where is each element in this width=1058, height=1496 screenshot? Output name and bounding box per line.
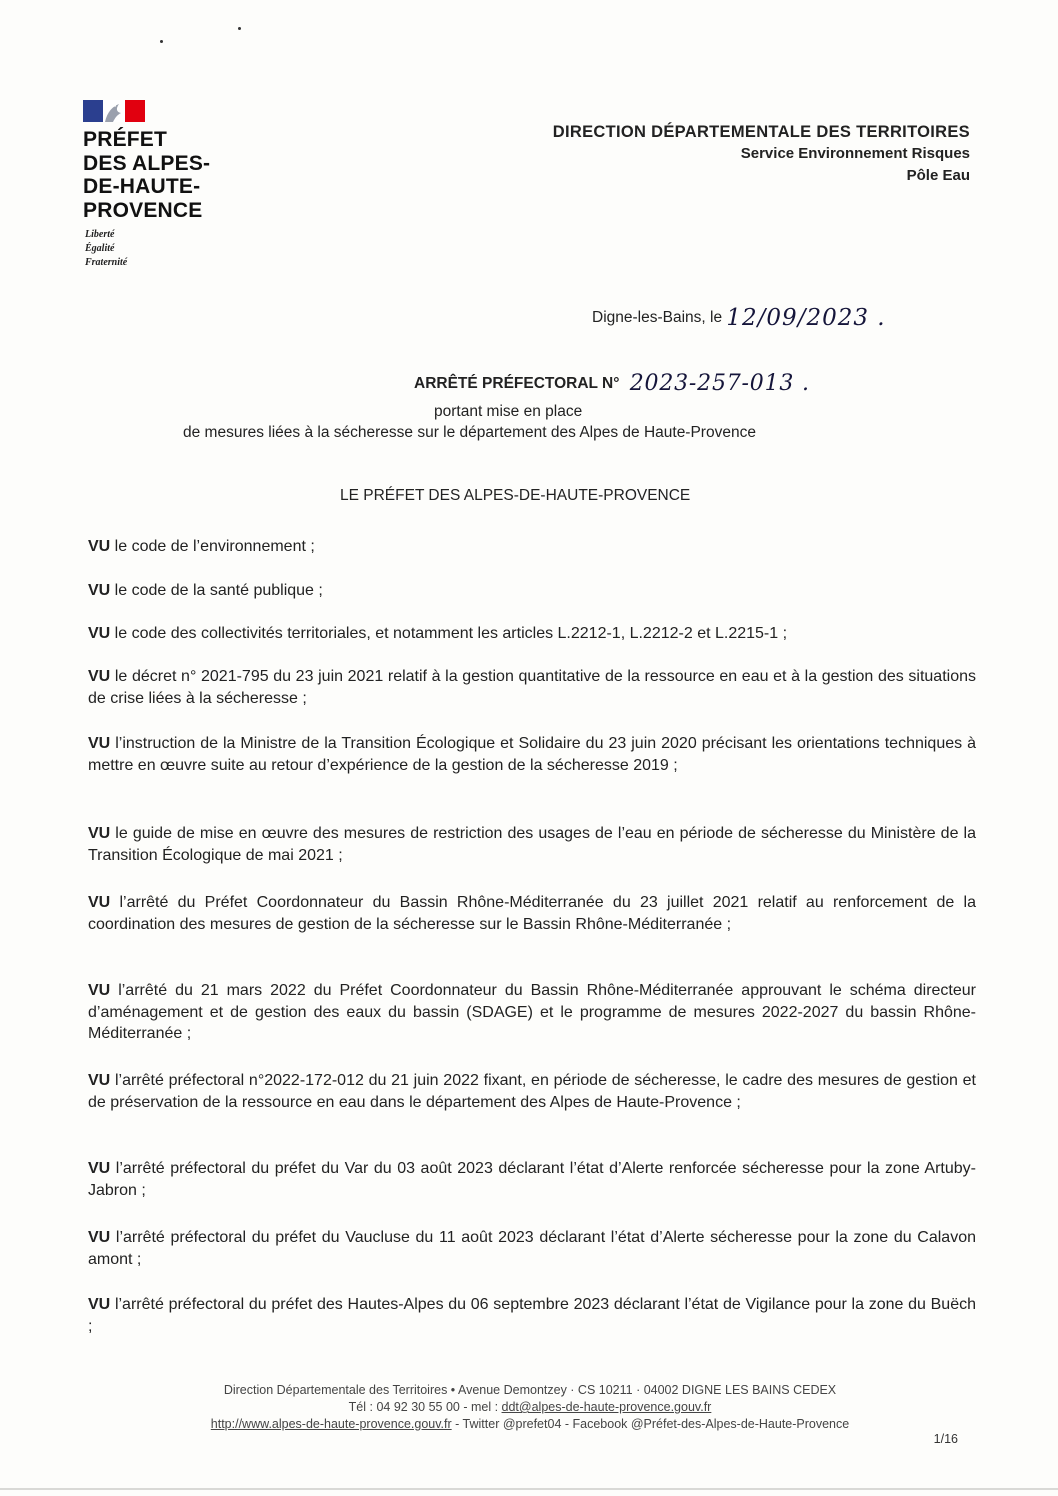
pole-name: Pôle Eau <box>906 167 970 184</box>
scan-speck <box>238 27 241 30</box>
place-label: Digne-les-Bains, le <box>592 309 723 326</box>
footer-website-link[interactable]: http://www.alpes-de-haute-provence.gouv.fr <box>210 1417 452 1431</box>
vu-paragraph: VU le décret n° 2021-795 du 23 juin 2021 relatif à la gestion quantitative de la ressource en eau et à la gestion des situations de crise liées à la sécheresse ; <box>88 668 976 707</box>
arrete-title <box>414 369 810 394</box>
handwritten-date: 12/09/2023 . <box>726 305 886 331</box>
footer-social: - Twitter @prefet04 - Facebook @Préfet-des-Alpes-de-Haute-Provence <box>455 1417 850 1431</box>
footer-web <box>130 1416 930 1433</box>
prefecture-logo-text: PRÉFET DES ALPES- DE-HAUTE- PROVENCE <box>83 128 211 222</box>
vu-paragraph: VU l’arrêté préfectoral du préfet du Vaucluse du 11 août 2023 déclarant l’état d’Alerte sécheresse pour la zone du Calavon amont ; <box>88 1229 976 1268</box>
footer-phone: Tél : 04 92 30 55 00 - mel : <box>348 1400 502 1414</box>
footer-contact <box>130 1399 930 1416</box>
scan-speck <box>160 40 163 43</box>
arrete-label: ARRÊTÉ PRÉFECTORAL N° <box>414 375 620 392</box>
vu-paragraph: VU le code de l’environnement ; <box>88 538 315 555</box>
marianne-logo-icon <box>83 100 145 122</box>
handwritten-arrete-number: 2023-257-013 . <box>629 371 810 396</box>
vu-paragraph: VU le guide de mise en œuvre des mesures de restriction des usages de l’eau en période de sécheresse du Ministère de la Transition Écologique de mai 2021 ; <box>88 825 976 864</box>
footer-address: Direction Départementale des Territoires • Avenue Demontzey · CS 10211 · 04002 DIGNE LES BAINS CEDEX <box>223 1383 837 1397</box>
vu-paragraph: VU l’instruction de la Ministre de la Transition Écologique et Solidaire du 23 juin 2020 précisant les orientations techniques à mettre en œuvre suite au retour d’expérience de la gestion de la sécheresse 2019 ; <box>88 735 976 774</box>
footer-email-link[interactable]: ddt@alpes-de-haute-provence.gouv.fr <box>501 1400 712 1414</box>
arrete-subtitle-line1: portant mise en place <box>434 403 583 420</box>
vu-paragraph: VU l’arrêté préfectoral n°2022-172-012 du 21 juin 2022 fixant, en période de sécheresse, le cadre des mesures de gestion et de préservation de la ressource en eau dans le département des Alpes de Haute-Provence ; <box>88 1072 976 1111</box>
page-footer <box>130 1382 930 1433</box>
issuing-service-header <box>553 121 970 187</box>
vu-paragraph: VU le code de la santé publique ; <box>88 582 323 599</box>
place-and-date <box>592 302 886 331</box>
republic-motto: Liberté Égalité Fraternité <box>85 229 128 268</box>
prefet-heading: LE PRÉFET DES ALPES-DE-HAUTE-PROVENCE <box>340 487 691 504</box>
vu-paragraph: VU l’arrêté préfectoral du préfet des Hautes-Alpes du 06 septembre 2023 déclarant l’état de Vigilance pour la zone du Buëch ; <box>88 1296 976 1335</box>
page-number: 1/16 <box>933 1432 958 1446</box>
vu-paragraph: VU l’arrêté du Préfet Coordonnateur du Bassin Rhône-Méditerranée du 23 juillet 2021 relatif au renforcement de la coordination des mesures de gestion de la sécheresse sur le Bassin Rhône-Méditerranée ; <box>88 894 976 933</box>
arrete-subtitle-line2: de mesures liées à la sécheresse sur le département des Alpes de Haute-Provence <box>183 424 756 441</box>
direction-name: DIRECTION DÉPARTEMENTALE DES TERRITOIRES <box>552 123 970 141</box>
vu-paragraph: VU l’arrêté préfectoral du préfet du Var du 03 août 2023 déclarant l’état d’Alerte renforcée sécheresse pour la zone Artuby-Jabron ; <box>88 1160 976 1199</box>
vu-paragraph: VU le code des collectivités territoriales, et notamment les articles L.2212-1, L.2212-2 et L.2215-1 ; <box>88 625 788 642</box>
scan-edge-line <box>0 1488 1058 1490</box>
service-name: Service Environnement Risques <box>740 145 970 162</box>
vu-paragraph: VU l’arrêté du 21 mars 2022 du Préfet Coordonnateur du Bassin Rhône-Méditerranée approuvant le schéma directeur d’aménagement et de gestion des eaux du bassin (SDAGE) et le programme de mesures 2022-2027 du bassin Rhône-Méditerranée ; <box>88 982 976 1042</box>
